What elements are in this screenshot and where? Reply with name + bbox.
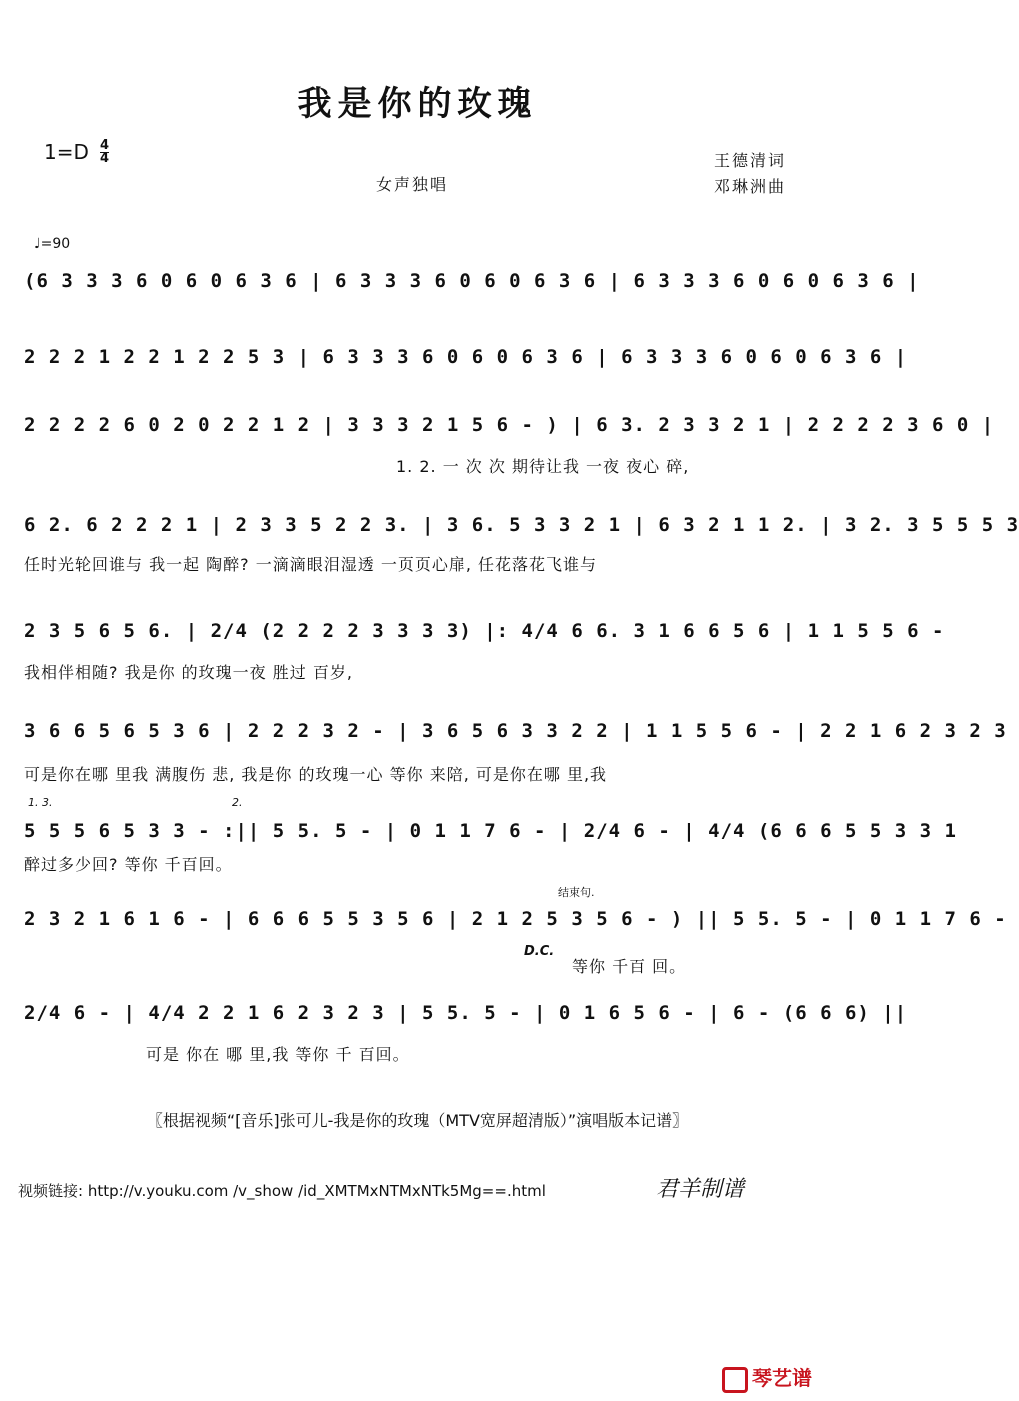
lyric-row-3: 我相伴相随? 我是你 的玫瑰一夜 胜过 百岁, (24, 663, 353, 682)
notation-row-3: 2 2 2 2 6 0 2 0 2 2 1 2 | 3 3 3 2 1 5 6 - ) | 6 3. 2 3 3 2 1 | 2 2 2 2 3 6 0 | (24, 414, 995, 436)
dc-mark: D.C. (524, 944, 555, 959)
lyric-row-5: 醉过多少回? 等你 千百回。 (24, 855, 233, 874)
video-link: 视频链接: http://v.youku.com /v_show /id_XMTMxNTMxNTk5Mg==.html (18, 1182, 546, 1200)
time-signature-top: 4 (100, 138, 110, 153)
tempo-mark: ♩=90 (34, 236, 71, 252)
notation-row-2: 2 2 2 1 2 2 1 2 2 5 3 | 6 3 3 3 6 0 6 0 6 3 6 | 6 3 3 3 6 0 6 0 6 3 6 | (24, 346, 908, 368)
lyric-row-4: 可是你在哪 里我 满腹伤 悲, 我是你 的玫瑰一心 等你 来陪, 可是你在哪 里,我 (24, 765, 608, 784)
lyricist-label: 王德清词 (714, 151, 787, 170)
notation-row-7: 5 5 5 6 5 3 3 - :|| 5 5. 5 - | 0 1 1 7 6 - | 2/4 6 - | 4/4 (6 6 6 5 5 3 3 1 (24, 820, 957, 842)
notation-row-5: 2 3 5 6 5 6. | 2/4 (2 2 2 2 3 3 3 3) |: 4/4 6 6. 3 1 6 6 5 6 | 1 1 5 5 6 - (24, 620, 945, 642)
time-signature (100, 140, 109, 165)
arranger-signature: 君羊制谱 (656, 1177, 745, 1202)
source-note: 〖根据视频“[音乐]张可儿-我是你的玫瑰（MTV宽屏超清版）”演唱版本记谱〗 (146, 1111, 689, 1130)
logo-text: 琴艺谱 (752, 1366, 812, 1390)
volta-1-label: 1. 3. (28, 796, 53, 809)
lyric-row-7: 可是 你在 哪 里,我 等你 千 百回。 (146, 1045, 410, 1064)
notation-row-9: 2/4 6 - | 4/4 2 2 1 6 2 3 2 3 | 5 5. 5 - | 0 1 6 5 6 - | 6 - (6 6 6) || (24, 1002, 908, 1024)
ending-label: 结束句. (558, 886, 595, 899)
lyric-row-6: 等你 千百 回。 (572, 957, 687, 976)
notation-row-8: 2 3 2 1 6 1 6 - | 6 6 6 5 5 3 5 6 | 2 1 2 5 3 5 6 - ) || 5 5. 5 - | 0 1 1 7 6 - (24, 908, 1007, 930)
song-title: 我是你的玫瑰 (297, 84, 538, 124)
lyric-row-2: 任时光轮回谁与 我一起 陶醉? 一滴滴眼泪湿透 一页页心扉, 任花落花飞谁与 (24, 555, 598, 574)
site-logo (722, 1362, 812, 1393)
composer-label: 邓琳洲曲 (714, 177, 787, 196)
logo-icon (722, 1367, 748, 1393)
notation-row-1: (6 3 3 3 6 0 6 0 6 3 6 | 6 3 3 3 6 0 6 0 6 3 6 | 6 3 3 3 6 0 6 0 6 3 6 | (24, 270, 920, 292)
key-signature: 1=D (44, 140, 89, 164)
notation-row-6: 3 6 6 5 6 5 3 6 | 2 2 2 3 2 - | 3 6 5 6 3 3 2 2 | 1 1 5 5 6 - | 2 2 1 6 2 3 2 3 (24, 720, 1007, 742)
volta-2-label: 2. (232, 796, 243, 809)
singer-label: 女声独唱 (376, 175, 449, 194)
lyric-row-1: 1. 2. 一 次 次 期待让我 一夜 夜心 碎, (396, 457, 690, 476)
time-signature-bottom: 4 (100, 151, 110, 166)
notation-row-4: 6 2. 6 2 2 2 1 | 2 3 3 5 2 2 3. | 3 6. 5 3 3 2 1 | 6 3 2 1 1 2. | 3 2. 3 5 5 5 3 (24, 514, 1019, 536)
